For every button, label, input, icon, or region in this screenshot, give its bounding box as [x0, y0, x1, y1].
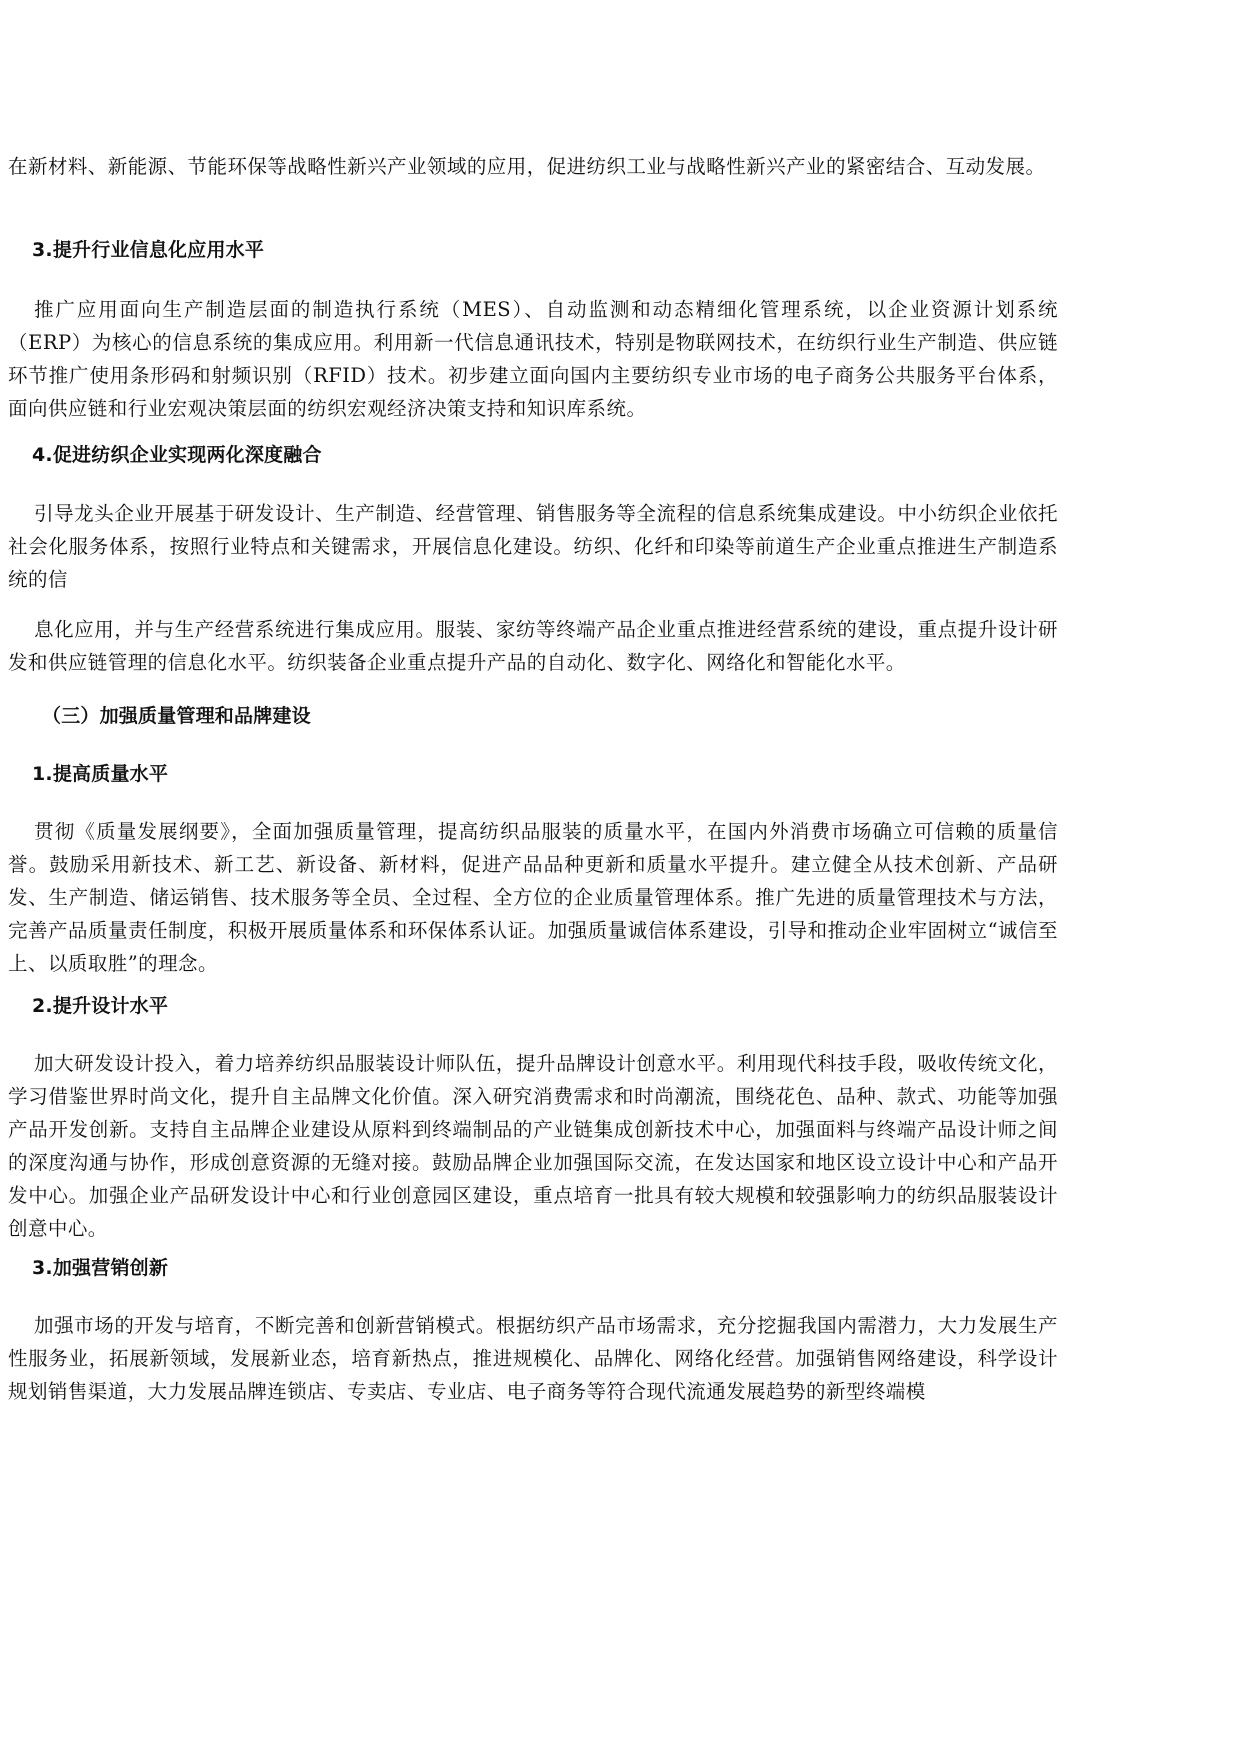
paragraph-informatization: 推广应用面向生产制造层面的制造执行系统（MES）、自动监测和动态精细化管理系统，以企业资源计划系统（ERP）为核心的信息系统的集成应用。利用新一代信息通讯技术，特别是物联网技术，在纺织行业生产制造、供应链环节推广使用条形码和射频识别（RFID）技术。初步建立面向国内主要纺织专业市场的电子商务公共服务平台体系，面向供应链和行业宏观决策层面的纺织宏观经济决策支持和知识库系统。	[8, 298, 1058, 420]
paragraph-marketing: 加强市场的开发与培育，不断完善和创新营销模式。根据纺织产品市场需求，充分挖掘我国内需潜力，大力发展生产性服务业，拓展新领域，发展新业态，培育新热点，推进规模化、品牌化、网络化经营。加强销售网络建设，科学设计规划销售渠道，大力发展品牌连锁店、专卖店、专业店、电子商务等符合现代流通发展趋势的新型终端模	[8, 1314, 1058, 1403]
paragraph-integration-part1: 引导龙头企业开展基于研发设计、生产制造、经营管理、销售服务等全流程的信息系统集成建设。中小纺织企业依托社会化服务体系，按照行业特点和关键需求，开展信息化建设。纺织、化纤和印染等前道生产企业重点推进生产制造系统的信	[8, 502, 1058, 591]
paragraph-design: 加大研发设计投入，着力培养纺织品服装设计师队伍，提升品牌设计创意水平。利用现代科技手段，吸收传统文化，学习借鉴世界时尚文化，提升自主品牌文化价值。深入研究消费需求和时尚潮流，围绕花色、品种、款式、功能等加强产品开发创新。支持自主品牌企业建设从原料到终端制品的产业链集成创新技术中心，加强面料与终端产品设计师之间的深度沟通与协作，形成创意资源的无缝对接。鼓励品牌企业加强国际交流，在发达国家和地区设立设计中心和产品开发中心。加强企业产品研发设计中心和行业创意园区建设，重点培育一批具有较大规模和较强影响力的纺织品服装设计创意中心。	[8, 1052, 1058, 1240]
paragraph-continued-intro: 在新材料、新能源、节能环保等战略性新兴产业领域的应用，促进纺织工业与战略性新兴产业的紧密结合、互动发展。	[8, 155, 1046, 178]
heading-quality-level: 1.提高质量水平	[32, 763, 169, 785]
heading-two-integration: 4.促进纺织企业实现两化深度融合	[32, 444, 322, 466]
paragraph-integration-part2: 息化应用，并与生产经营系统进行集成应用。服装、家纺等终端产品企业重点推进经营系统的建设，重点提升设计研发和供应链管理的信息化水平。纺织装备企业重点提升产品的自动化、数字化、网络化和智能化水平。	[8, 618, 1058, 674]
heading-marketing-innovation: 3.加强营销创新	[32, 1257, 169, 1279]
paragraph-quality: 贯彻《质量发展纲要》，全面加强质量管理，提高纺织品服装的质量水平，在国内外消费市场确立可信赖的质量信誉。鼓励采用新技术、新工艺、新设备、新材料，促进产品品种更新和质量水平提升。建立健全从技术创新、产品研发、生产制造、储运销售、技术服务等全员、全过程、全方位的企业质量管理体系。推广先进的质量管理技术与方法，完善产品质量责任制度，积极开展质量体系和环保体系认证。加强质量诚信体系建设，引导和推动企业牢固树立“诚信至上、以质取胜”的理念。	[8, 820, 1058, 975]
heading-design-level: 2.提升设计水平	[32, 995, 169, 1017]
section-heading-quality-brand: （三）加强质量管理和品牌建设	[42, 705, 311, 727]
heading-informatization-level: 3.提升行业信息化应用水平	[32, 239, 265, 261]
